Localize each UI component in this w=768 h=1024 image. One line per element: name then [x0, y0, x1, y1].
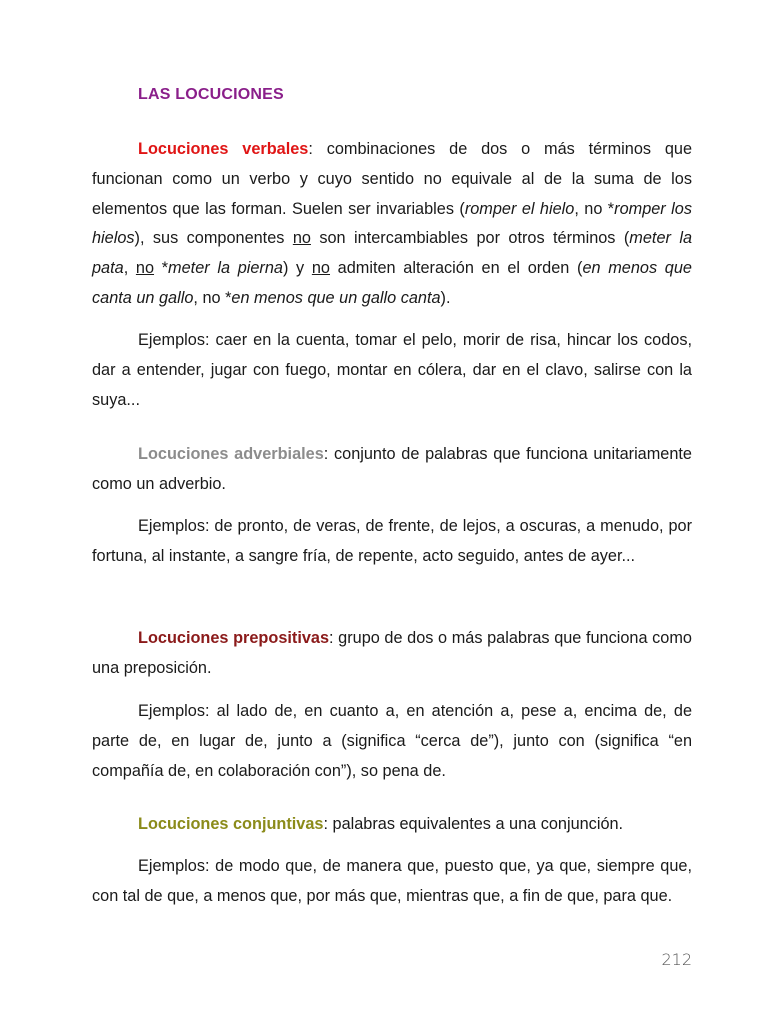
paragraph-adverbiales-examples: Ejemplos: de pronto, de veras, de frente, de lejos, a oscuras, a menudo, por fortuna, al instante, a sangre fría, de repente, acto seguido, antes de ayer... — [92, 517, 692, 565]
term-prepositivas: Locuciones prepositivas — [138, 629, 330, 647]
text-segment: : grupo de dos o más palabras que funciona como una preposición. — [92, 629, 692, 677]
text-segment: admiten alteración en el orden ( — [330, 259, 583, 278]
text-segment: , — [123, 259, 136, 278]
paragraph-conjuntivas-definition — [92, 810, 692, 840]
text-segment: ), sus componentes — [134, 229, 293, 248]
paragraph-prepositivas-examples: Ejemplos: al lado de, en cuanto a, en atención a, pese a, encima de, de parte de, en lugar de, junto a (significa “cerca de”), junto con (significa “en compañía de, en colaboración con”), so pena de. — [92, 702, 692, 780]
paragraph-prepositivas-definition — [92, 624, 692, 684]
paragraph-conjuntivas-examples: Ejemplos: de modo que, de manera que, puesto que, ya que, siempre que, con tal de que, a menos que, por más que, mientras que, a fin de que, para que. — [92, 857, 692, 905]
text-segment: , no * — [574, 199, 615, 218]
underlined-no: no — [311, 259, 330, 278]
text-segment: * — [154, 259, 169, 278]
page-number: 212 — [661, 950, 692, 969]
text-segment: : conjunto de palabras que funciona unitariamente como un adverbio. — [92, 445, 692, 493]
example-italic: en menos que canta un gallo — [92, 259, 692, 307]
text-segment: ). — [440, 288, 451, 307]
paragraph-verbales-definition — [92, 135, 692, 314]
text-segment: son intercambiables por otros términos ( — [310, 229, 630, 248]
text-segment: ) y — [282, 259, 312, 278]
page-title: LAS LOCUCIONES — [138, 86, 284, 103]
text-segment: : palabras equivalentes a una conjunción. — [323, 815, 624, 833]
paragraph-verbales-examples: Ejemplos: caer en la cuenta, tomar el pelo, morir de risa, hincar los codos, dar a entender, jugar con fuego, montar en cólera, dar en el clavo, salirse con la suya... — [92, 331, 692, 409]
term-conjuntivas: Locuciones conjuntivas — [138, 815, 324, 833]
term-adverbiales: Locuciones adverbiales — [138, 445, 324, 463]
example-italic: en menos que un gallo canta — [231, 288, 441, 307]
text-segment: , no * — [193, 288, 232, 307]
paragraph-adverbiales-definition — [92, 440, 692, 500]
example-italic: meter la pierna — [168, 259, 283, 278]
term-verbales: Locuciones verbales — [138, 140, 309, 158]
underlined-no: no — [292, 229, 311, 248]
example-italic: meter la pata — [92, 229, 692, 278]
example-italic: romper el hielo — [464, 199, 575, 218]
underlined-no: no — [135, 259, 155, 278]
example-italic: romper los hielos — [92, 199, 692, 248]
text-segment: : combinaciones de dos o más términos que funcionan como un verbo y cuyo sentido no equivale al de la suma de los elementos que las forman. Suelen ser invariables ( — [92, 140, 692, 218]
